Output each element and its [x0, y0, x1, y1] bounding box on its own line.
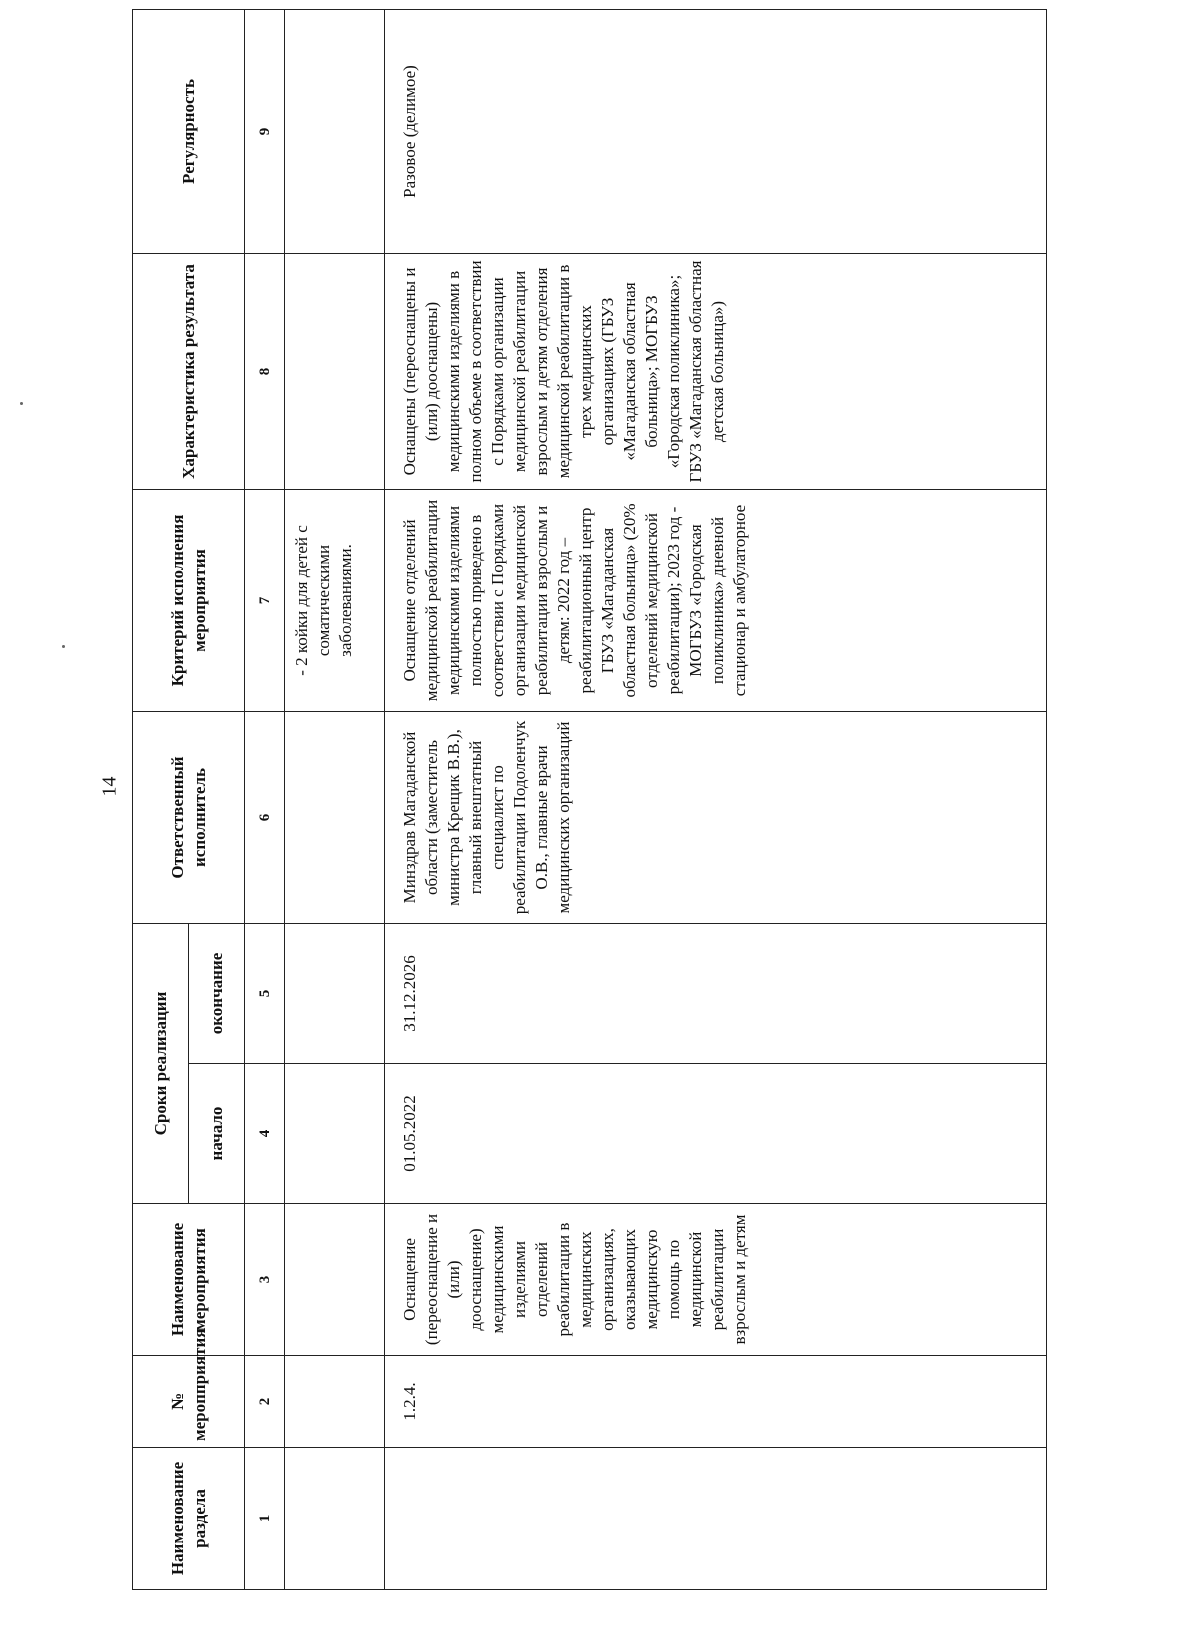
cell-section [385, 1448, 1047, 1590]
activities-table [132, 9, 1047, 1590]
scan-speck [20, 402, 23, 405]
header-section-name: Наименование раздела [133, 1448, 245, 1590]
cell-number [285, 1356, 385, 1448]
cell-regularity [285, 10, 385, 254]
cell-executor [285, 712, 385, 924]
header-result: Характеристика результата [133, 254, 245, 490]
header-criterion: Критерий исполнения мероприятия [133, 490, 245, 712]
header-timeline: Сроки реализации [133, 924, 189, 1204]
column-number: 5 [245, 924, 285, 1064]
column-number: 6 [245, 712, 285, 924]
column-number: 2 [245, 1356, 285, 1448]
table-row [385, 10, 1047, 1590]
page-number: 14 [98, 776, 121, 797]
column-number: 8 [245, 254, 285, 490]
header-row [133, 10, 189, 1590]
rotated-table-container [132, 10, 1047, 1590]
cell-name [285, 1204, 385, 1356]
header-executor: Ответственный исполнитель [133, 712, 245, 924]
header-start: начало [189, 1064, 245, 1204]
cell-result [285, 254, 385, 490]
scan-speck [62, 645, 65, 648]
column-number: 3 [245, 1204, 285, 1356]
header-activity-number: № меропприятия [133, 1356, 245, 1448]
cell-criterion: - 2 койки для детей с соматическими заболеваниями. [285, 490, 385, 712]
column-number: 1 [245, 1448, 285, 1590]
cell-regularity: Разовое (делимое) [385, 10, 1047, 254]
cell-start [285, 1064, 385, 1204]
cell-section [285, 1448, 385, 1590]
column-number: 9 [245, 10, 285, 254]
header-activity-name: Наименование мероприятия [133, 1204, 245, 1356]
header-end: окончание [189, 924, 245, 1064]
cell-name: Оснащение (переоснащение и (или) дооснащение) медицинскими изделиями отделений реабилитации в медицинских организациях, оказывающих медицинскую помощь по медицинской реабилитации взрослым и детям [385, 1204, 1047, 1356]
column-number: 4 [245, 1064, 285, 1204]
cell-end: 31.12.2026 [385, 924, 1047, 1064]
cell-criterion: Оснащение отделений медицинской реабилитации медицинскими изделиями полностью приведено в соответствии с Порядками организации медицинской реабилитации взрослым и детям: 2022 год – реабилитационный центр ГБУЗ «Магаданская областная больница» (20% отделений медицинской реабилитации); 2023 год - МОГБУЗ «Городская поликлиника» дневной стационар и амбулаторное [385, 490, 1047, 712]
cell-end [285, 924, 385, 1064]
column-number-row [245, 10, 285, 1590]
table-row [285, 10, 385, 1590]
header-regularity: Регулярность [133, 10, 245, 254]
cell-executor: Минздрав Магаданской области (заместитель министра Крещик В.В.), главный внештатный специалист по реабилитации Подоленчук О.В., главные врачи медицинских организаций [385, 712, 1047, 924]
cell-start: 01.05.2022 [385, 1064, 1047, 1204]
column-number: 7 [245, 490, 285, 712]
cell-number: 1.2.4. [385, 1356, 1047, 1448]
cell-result: Оснащены (переоснащены и (или) дооснащены) медицинскими изделиями в полном объеме в соответствии с Порядками организации медицинской реабилитации взрослым и детям отделения медицинской реабилитации в трех медицинских организациях (ГБУЗ «Магаданская областная больница»; МОГБУЗ «Городская поликлиника»; ГБУЗ «Магаданская областная детская больница») [385, 254, 1047, 490]
